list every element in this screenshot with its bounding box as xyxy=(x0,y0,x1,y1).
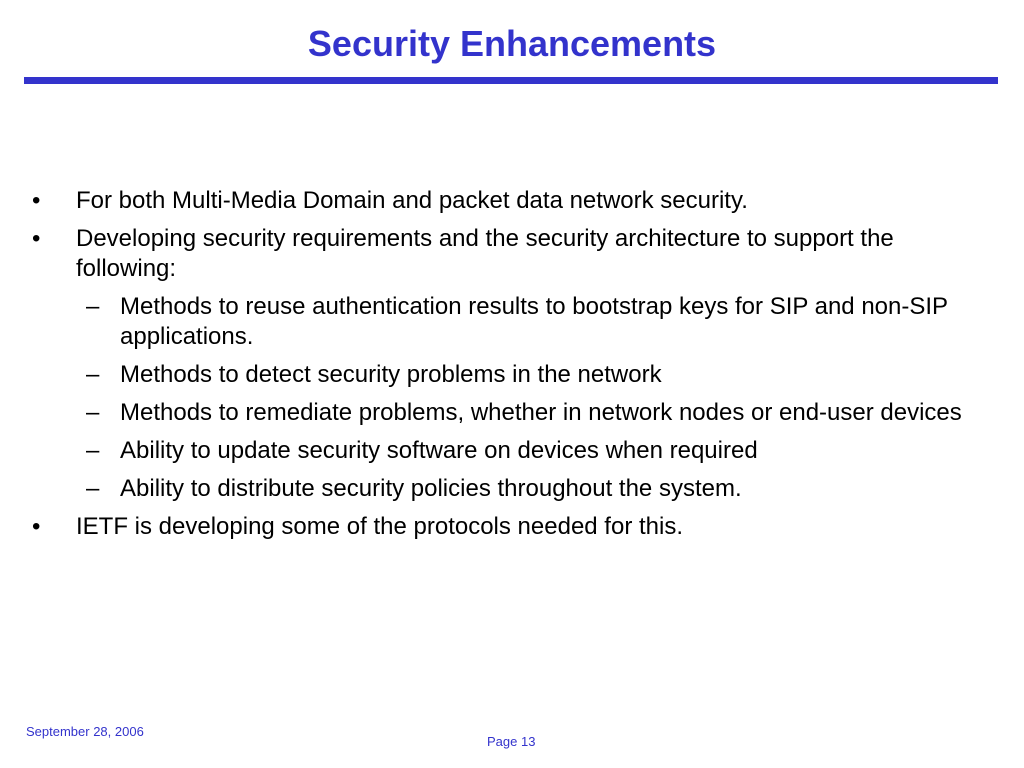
slide-title: Security Enhancements xyxy=(307,23,717,64)
bullet-text: For both Multi-Media Domain and packet data network security. xyxy=(76,187,748,214)
sub-bullet-text: Methods to remediate problems, whether in network nodes or end-user devices xyxy=(120,399,962,426)
sub-bullet-text: Ability to distribute security policies throughout the system. xyxy=(120,475,742,502)
bullet-text: IETF is developing some of the protocols needed for this. xyxy=(76,513,683,540)
sub-bullet-item xyxy=(76,398,980,428)
sub-bullet-item xyxy=(76,474,980,504)
bullet-marker: • xyxy=(32,513,41,540)
bullet-item xyxy=(30,512,980,542)
sub-bullet-marker: – xyxy=(86,437,100,464)
bullet-list xyxy=(30,186,980,550)
sub-bullet-marker: – xyxy=(86,399,100,426)
sub-bullet-text: Ability to update security software on devices when required xyxy=(120,437,758,464)
page-number: Page 13 xyxy=(487,734,536,749)
sub-bullet-marker: – xyxy=(86,475,100,502)
bullet-text: Developing security requirements and the security architecture to support the following: xyxy=(76,225,894,282)
sub-bullet-item xyxy=(76,292,980,352)
sub-bullet-marker: – xyxy=(86,361,100,388)
footer-date: September 28, 2006 xyxy=(26,724,144,739)
sub-bullet-text: Methods to reuse authentication results to bootstrap keys for SIP and non-SIP applications. xyxy=(120,293,948,350)
bullet-marker: • xyxy=(32,225,41,252)
sub-bullet-text: Methods to detect security problems in the network xyxy=(120,361,662,388)
bullet-item xyxy=(30,186,980,216)
sub-bullet-marker: – xyxy=(86,293,100,320)
sub-bullet-item xyxy=(76,436,980,466)
sub-bullet-list xyxy=(76,292,980,504)
title-underline xyxy=(24,77,998,84)
bullet-marker: • xyxy=(32,187,41,214)
bullet-item xyxy=(30,224,980,504)
sub-bullet-item xyxy=(76,360,980,390)
